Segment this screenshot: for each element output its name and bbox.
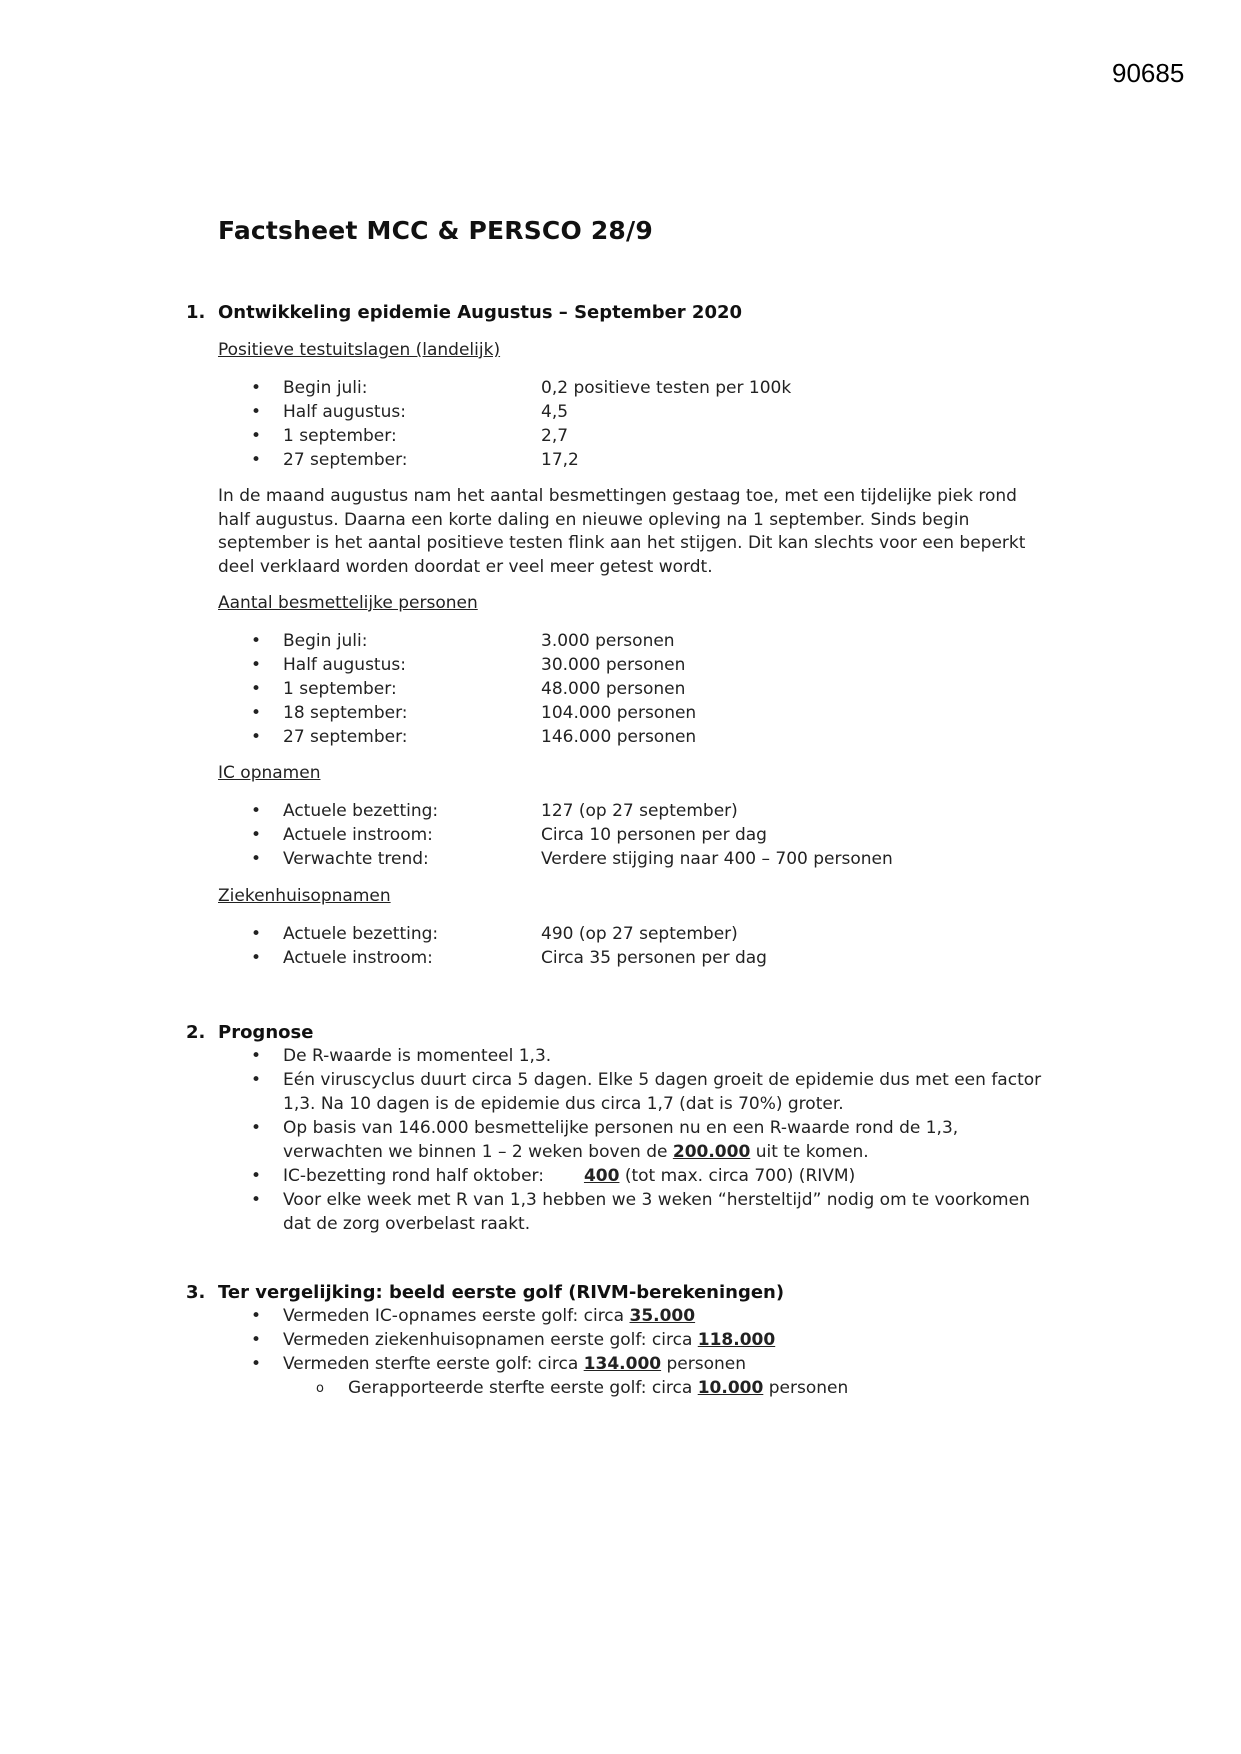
section-1-heading bbox=[186, 302, 742, 323]
document-id: 90685 bbox=[1112, 58, 1185, 88]
section-title: Prognose bbox=[218, 1022, 314, 1043]
subheading-ic: IC opnamen bbox=[218, 763, 321, 783]
section-title: Ontwikkeling epidemie Augustus – September 2020 bbox=[218, 302, 743, 323]
section-title: Ter vergelijking: beeld eerste golf (RIVM-berekeningen) bbox=[218, 1282, 785, 1303]
subheading-positive-tests: Positieve testuitslagen (landelijk) bbox=[218, 340, 501, 360]
subheading-infectious: Aantal besmettelijke personen bbox=[218, 593, 478, 613]
section-number: 3. bbox=[186, 1282, 206, 1303]
section-number: 1. bbox=[186, 302, 206, 323]
section-number: 2. bbox=[186, 1022, 206, 1043]
section-3-heading bbox=[186, 1282, 784, 1303]
section-2-heading bbox=[186, 1022, 313, 1043]
paragraph-tests: In de maand augustus nam het aantal besmettingen gestaag toe, met een tijdelijke piek rond half augustus. Daarna een korte daling en nieuwe opleving na 1 september. Sinds begin september is het aantal positieve testen flink aan het stijgen. Dit kan slechts voor een beperkt deel verklaard worden doordat er veel meer getest wordt. bbox=[218, 486, 1026, 577]
subheading-hospital: Ziekenhuisopnamen bbox=[218, 886, 391, 906]
page-title: Factsheet MCC & PERSCO 28/9 bbox=[218, 216, 653, 245]
